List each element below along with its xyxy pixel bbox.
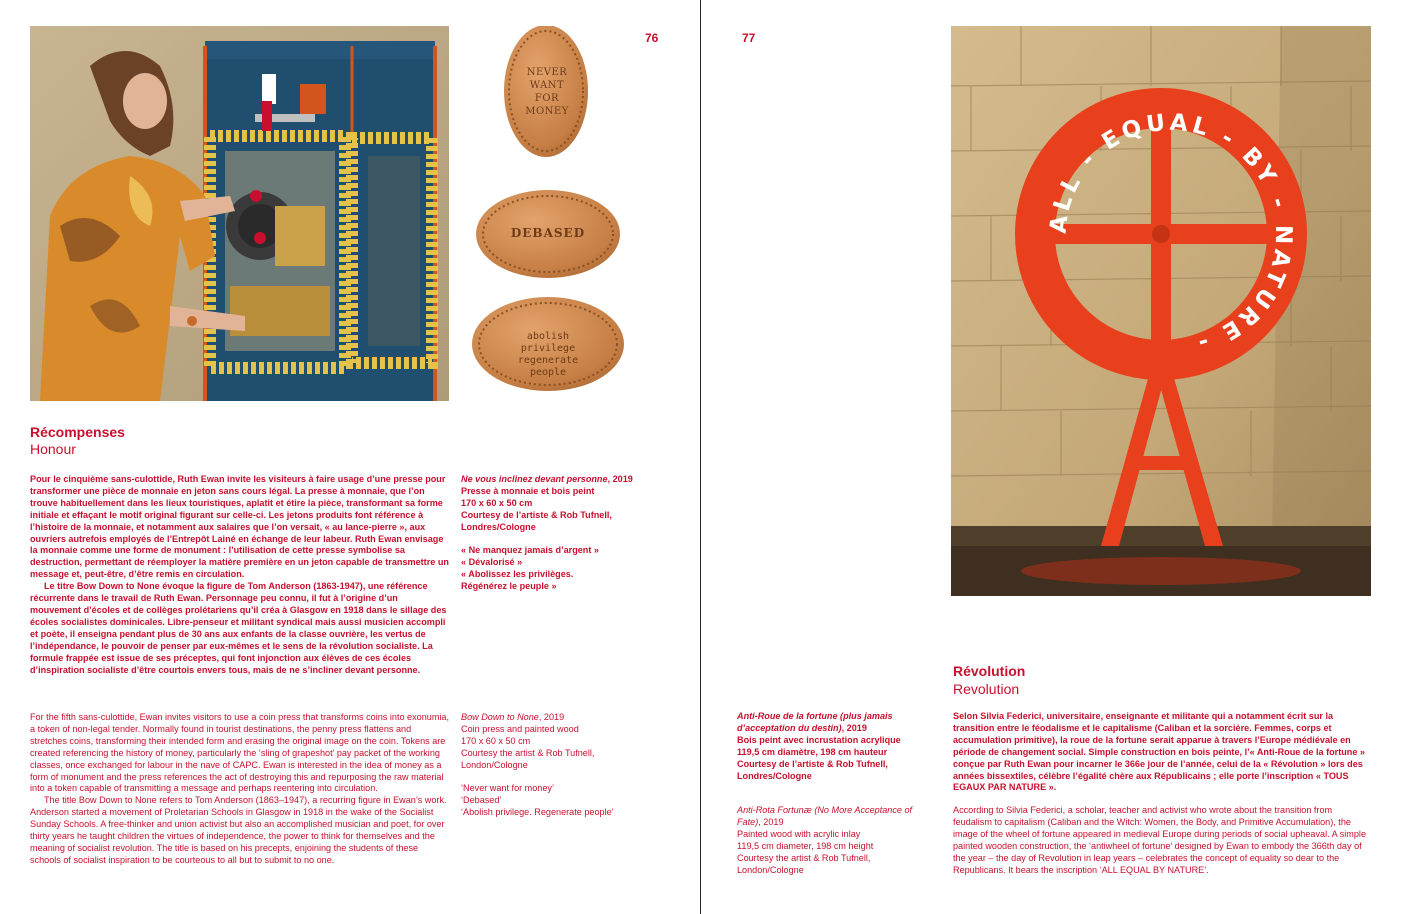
- right-body-fr-para: Selon Silvia Federici, universitaire, enseignante et militante qui a notamment écrit sur la transition entre le féodalisme et le capitalisme (Caliban et la sorcière. Femmes, corps et accumulation primitive), la roue de la fortune serait apparue à travers l’Europe médiévale en période de changement social. Simple construction en bois peinte, l’« Anti-Roue de la fortune » conçue par Ruth Ewan pour incarner le 366e jour de l’année, celui de la « Révolution » lors des années bissextiles, célèbre l’égalité chère aux Républicains ; elle porte l’inscription « TOUS EGAUX PAR NATURE ».: [953, 711, 1365, 793]
- left-caption-fr-quote: « Ne manquez jamais d’argent »: [461, 545, 599, 556]
- right-caption-fr-line: Courtesy de l’artiste & Rob Tufnell,: [737, 758, 888, 769]
- left-body-fr: [30, 474, 450, 676]
- left-caption-en-line: 170 x 60 x 50 cm: [461, 735, 531, 746]
- left-caption-en-line: London/Cologne: [461, 759, 528, 770]
- right-caption-en-line: 119,5 cm diameter, 198 cm height: [737, 840, 874, 851]
- left-caption-en-title: Bow Down to None: [461, 712, 539, 722]
- left-body-en: [30, 712, 450, 867]
- left-caption-fr-line: 170 x 60 x 50 cm: [461, 497, 533, 508]
- section-title-fr-left: Récompenses: [30, 424, 125, 440]
- left-caption-fr-line: Presse à monnaie et bois peint: [461, 485, 595, 496]
- right-caption-fr: [737, 711, 932, 782]
- left-caption-en-line: Coin press and painted wood: [461, 723, 579, 734]
- left-body-en-para-2: The title Bow Down to None refers to Tom Anderson (1863–1947), a recurring figure in Ewan’s work. Anderson started a movement of Proletarian Schools in Glasgow in 1918 in the wake of the Socialist Sunday Schools. A free-thinker and union activist but also an accomplished musician and poet, for over thirty years he taught children the virtues of independence, the power to think for themselves and the meaning of socialist revolution. The title is based on his precepts, enjoining the students of these schools of socialist inspiration to be courteous to all but to submit to no one.: [30, 795, 447, 865]
- right-caption-en: [737, 805, 932, 876]
- coin-3-text: abolish privilege regenerate people: [517, 331, 579, 378]
- section-title-en-left: Honour: [30, 441, 76, 457]
- wheel-inscription: ALL - EQUAL - BY - NATURE -: [1045, 109, 1297, 358]
- right-caption-en-line: Painted wood with acrylic inlay: [737, 828, 861, 839]
- left-caption-en: [461, 712, 661, 819]
- left-caption-fr: [461, 474, 661, 593]
- left-caption-fr-quote: « Abolissez les privilèges.: [461, 569, 574, 580]
- right-caption-fr-line: 119,5 cm diamètre, 198 cm hauteur: [737, 746, 888, 757]
- right-caption-fr-line: Londres/Cologne: [737, 770, 812, 781]
- right-caption-fr-line: Bois peint avec incrustation acrylique: [737, 734, 901, 745]
- right-caption-en-line: Courtesy the artist & Rob Tufnell,: [737, 852, 871, 863]
- right-caption-en-line: London/Cologne: [737, 864, 804, 875]
- left-caption-fr-title: Ne vous inclinez devant personne: [461, 474, 608, 484]
- page-spine: [700, 0, 701, 914]
- section-title-fr-right: Révolution: [953, 663, 1026, 679]
- left-caption-en-quote: ‘Abolish privilege. Regenerate people’: [461, 807, 614, 818]
- coin-2-text: DEBASED: [510, 226, 586, 240]
- section-title-en-right: Revolution: [953, 681, 1020, 697]
- left-caption-en-quote: ‘Debased’: [461, 795, 502, 806]
- left-caption-fr-line: Londres/Cologne: [461, 521, 536, 532]
- right-caption-fr-year: , 2019: [841, 722, 867, 733]
- left-body-fr-para-1: Pour le cinquième sans-culottide, Ruth Ewan invite les visiteurs à faire usage d’une presse pour transformer une pièce de monnaie en jeton sans cours légal. La presse à monnaie, que l’on trouve habituellement dans les lieux touristiques, aplatit et étire la pièce, transformant sa forme initiale et effaçant le motif original figurant sur celle-ci. Les jetons produits font référence à l’histoire de la monnaie, et notamment aux salaires que l’on versait, « au lance-pierre », aux ouvriers autrefois employés de l’Entrepôt Lainé en échange de leur labeur. Ruth Ewan envisage la monnaie comme une forme de monument : l’utilisation de cette presse symbolise sa destruction, permettant de réemployer la matière première en un jeton capable de transmettre un message et, peut-être, d’être remis en circulation.: [30, 474, 449, 580]
- right-caption-en-year: , 2019: [758, 816, 784, 827]
- left-caption-fr-quote: « Dévalorisé »: [461, 557, 523, 568]
- left-body-en-para-1: For the fifth sans-culottide, Ewan invites visitors to use a coin press that transforms coins into exonumia, a token of non-legal tender. Normally found in tourist destinations, the penny press flattens and stretches coins, transforming their intended form and erasing the original image on the coin. Tokens are created referencing the history of money, particularly the ‘sling of grapeshot’ pay packet of the working classes, once exchanged for labour in the nave of CAPC. Ewan is interested in the idea of money as a form of monument and the press references the act of destroying this and repurposing the raw material into a token capable of transmitting a message and perhaps reentering into circulation.: [30, 712, 450, 794]
- left-caption-en-line: Courtesy the artist & Rob Tufnell,: [461, 747, 595, 758]
- left-caption-fr-quote: Régénérez le peuple »: [461, 581, 557, 592]
- right-body-fr: [953, 711, 1371, 794]
- right-caption-fr-title: Anti-Roue de la fortune (plus jamais d’acceptation du destin): [737, 711, 893, 733]
- coins-photo: [460, 26, 640, 406]
- right-caption-en-title: Anti-Rota Fortunæ (No More Acceptance of Fate): [737, 805, 913, 827]
- right-body-en-para: According to Silvia Federici, a scholar, teacher and activist who wrote about the transition from feudalism to capitalism (Caliban and the Witch: Women, the Body, and Primitive Accumulation), the image of the wheel of fortune appeared in medieval Europe during periods of social upheaval. A simple painted wooden construction, the ‘antiwheel of fortune’ designed by Ewan to embody the 366th day of the year – the day of Revolution in leap years – celebrates the concept of equality so dear to the Republicans. It bears the inscription ‘ALL EQUAL BY NATURE’.: [953, 805, 1367, 875]
- right-body-en: [953, 805, 1371, 876]
- anti-wheel-photo: [951, 26, 1371, 596]
- left-caption-en-year: , 2019: [538, 712, 565, 722]
- left-body-fr-para-2: Le titre Bow Down to None évoque la figure de Tom Anderson (1863-1947), une référence récurrente dans le travail de Ruth Ewan. Personnage peu connu, il fut à l’origine d’un mouvement d’écoles et de collèges prolétariens qu’il créa à Glasgow en 1918 dans le sillage des écoles socialistes dominicales. Libre-penseur et militant syndical mais aussi musicien accompli et poète, il enseigna pendant plus de 30 ans aux enfants de la classe ouvrière, les vertus de l’indépendance, le pouvoir de penser par eux-mêmes et le sens de la révolution socialiste. La formule frappée est issue de ses préceptes, qui font injonction aux élèves de ces écoles d’inspiration socialiste d’être courtois envers tous, mais de ne s’incliner devant personne.: [30, 581, 447, 675]
- coin-press-photo: [30, 26, 449, 401]
- page-number-right: 77: [742, 31, 756, 45]
- left-caption-en-quote: ‘Never want for money’: [461, 783, 554, 794]
- page-number-left: 76: [645, 31, 659, 45]
- left-caption-fr-line: Courtesy de l’artiste & Rob Tufnell,: [461, 509, 612, 520]
- left-caption-fr-year: , 2019: [607, 474, 633, 484]
- coin-1-text: NEVER WANT FOR MONEY: [525, 67, 569, 117]
